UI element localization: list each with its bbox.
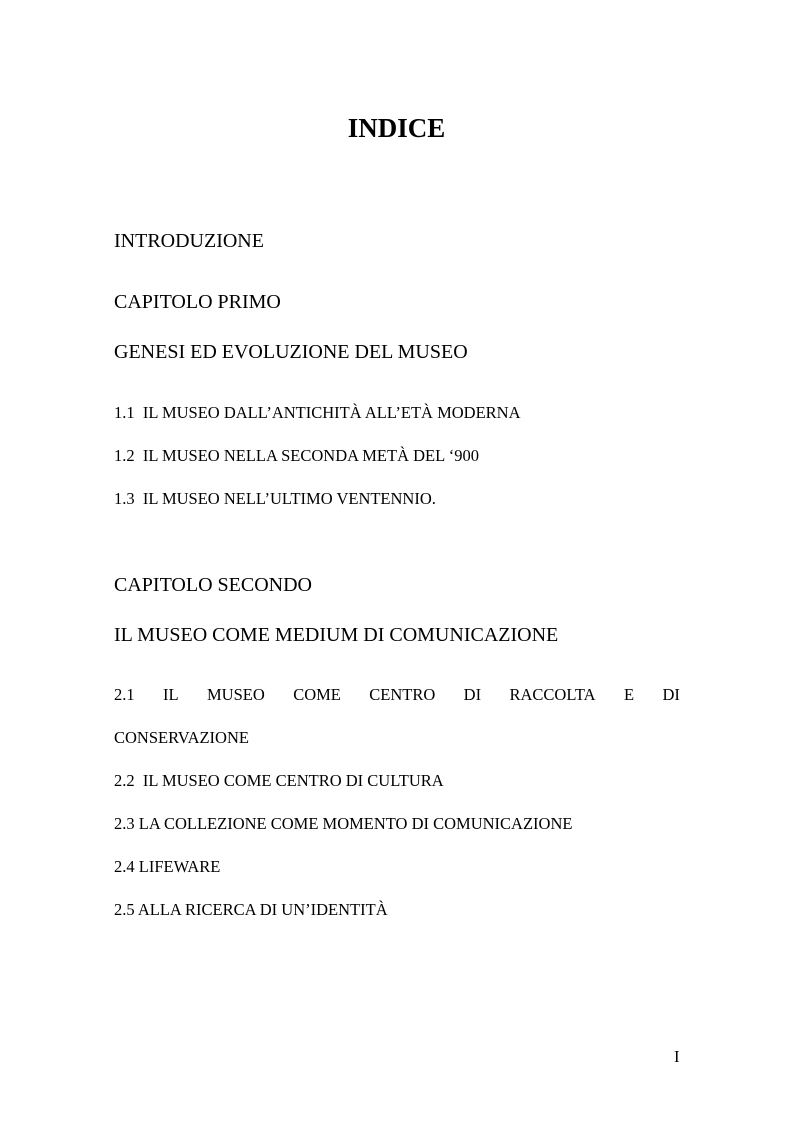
chapter-1-title: GENESI ED EVOLUZIONE DEL MUSEO <box>114 341 468 363</box>
section-2-3: 2.3 LA COLLEZIONE COME MOMENTO DI COMUNICAZIONE <box>114 814 573 833</box>
section-2-1 <box>114 685 680 705</box>
section-1-3: 1.3 IL MUSEO NELL’ULTIMO VENTENNIO. <box>114 489 436 508</box>
section-2-1-word: COME <box>293 685 341 704</box>
section-2-1-word: RACCOLTA <box>509 685 596 704</box>
section-2-1-word: IL <box>163 685 179 704</box>
section-2-2: 2.2 IL MUSEO COME CENTRO DI CULTURA <box>114 771 444 790</box>
section-2-1-continuation: CONSERVAZIONE <box>114 728 249 747</box>
chapter-2-title: IL MUSEO COME MEDIUM DI COMUNICAZIONE <box>114 624 559 646</box>
section-2-1-word: E <box>624 685 635 704</box>
page-title: INDICE <box>347 113 446 143</box>
section-2-1-word: MUSEO <box>207 685 265 704</box>
chapter-2-label: CAPITOLO SECONDO <box>114 574 312 596</box>
section-1-2: 1.2 IL MUSEO NELLA SECONDA METÀ DEL ‘900 <box>114 446 479 465</box>
section-2-4: 2.4 LIFEWARE <box>114 857 221 876</box>
section-2-1-word: DI <box>463 685 482 704</box>
section-2-1-word: 2.1 <box>114 685 135 704</box>
section-1-1: 1.1 IL MUSEO DALL’ANTICHITÀ ALL’ETÀ MODERNA <box>114 403 521 422</box>
chapter-1-label: CAPITOLO PRIMO <box>114 291 281 313</box>
section-2-1-word: CENTRO <box>369 685 436 704</box>
introduction-heading: INTRODUZIONE <box>114 230 264 252</box>
section-2-1-word: DI <box>662 685 680 704</box>
page-number: I <box>674 1047 680 1066</box>
section-2-5: 2.5 ALLA RICERCA DI UN’IDENTITÀ <box>114 900 388 919</box>
